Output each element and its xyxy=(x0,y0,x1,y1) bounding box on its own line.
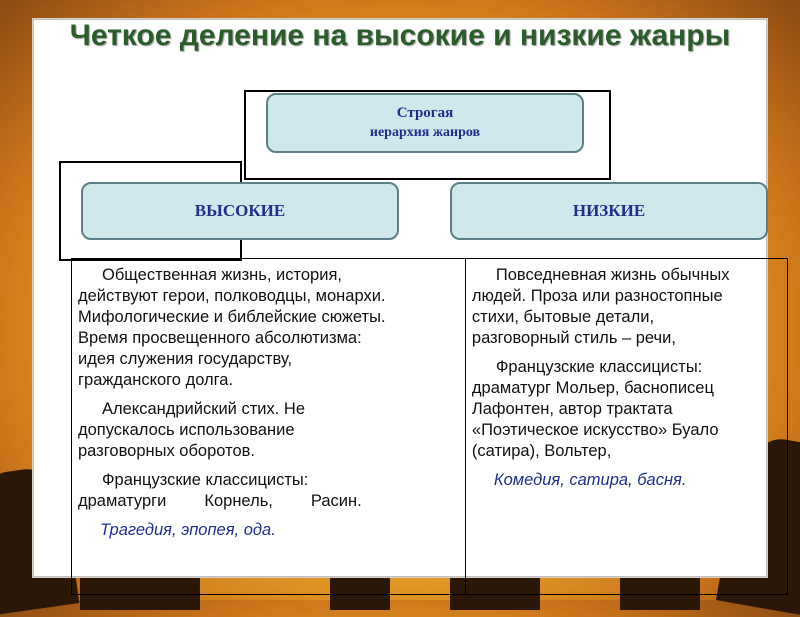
high-classicists xyxy=(78,470,459,512)
low-genres-column xyxy=(466,259,787,594)
high-genres-box xyxy=(81,182,399,240)
text-line: стихи, бытовые детали, xyxy=(471,308,655,326)
text-line: «Поэтическое искусство» Буало xyxy=(471,421,719,439)
text-line: Общественная жизнь, история, xyxy=(102,266,342,284)
text-line: гражданского долга. xyxy=(78,371,234,389)
text-word: Корнель, xyxy=(204,492,273,510)
high-verse-note xyxy=(78,399,459,462)
low-classicists xyxy=(472,357,781,462)
text-line: людей. Проза или разностопные xyxy=(471,287,723,305)
text-line: Александрийский стих. Не xyxy=(102,400,306,418)
text-word: драматурги xyxy=(78,492,167,510)
text-line: Время просвещенного абсолютизма: xyxy=(78,329,362,347)
text-line: допускалось использование xyxy=(78,421,295,439)
low-genres-box xyxy=(450,182,768,240)
high-genres-column xyxy=(72,259,466,594)
content-panel xyxy=(33,19,767,577)
text-line: (сатира), Вольтер, xyxy=(471,442,612,460)
low-genres-label: НИЗКИЕ xyxy=(572,201,646,220)
hierarchy-box-line1: Строгая xyxy=(396,105,454,121)
high-genres-label: ВЫСОКИЕ xyxy=(194,201,286,220)
text-line: разговорных оборотов. xyxy=(78,442,255,460)
text-line: Французские классицисты: xyxy=(495,358,703,376)
high-description xyxy=(78,265,459,391)
text-line: идея служения государству, xyxy=(78,350,293,368)
text-line: Лафонтен, автор трактата xyxy=(471,400,673,418)
text-line: драматург Мольер, баснописец xyxy=(471,379,714,397)
text-word: Расин. xyxy=(310,492,362,510)
text-line: действуют герои, полководцы, монархи. xyxy=(78,287,386,305)
hierarchy-box xyxy=(266,93,584,153)
genres-table xyxy=(71,258,788,595)
text-line: Мифологические и библейские сюжеты. xyxy=(78,308,386,326)
low-description xyxy=(472,265,781,349)
slide-title: Четкое деление на высокие и низкие жанры xyxy=(69,19,731,52)
hierarchy-box-line2: иерархия жанров xyxy=(369,125,481,140)
text-line: разговорный стиль – речи, xyxy=(471,329,676,347)
text-line: Французские классицисты: xyxy=(102,471,309,489)
low-genres-list: Комедия, сатира, басня. xyxy=(493,471,687,489)
high-genres-list: Трагедия, эпопея, ода. xyxy=(100,521,276,539)
text-line: Повседневная жизнь обычных xyxy=(495,266,730,284)
